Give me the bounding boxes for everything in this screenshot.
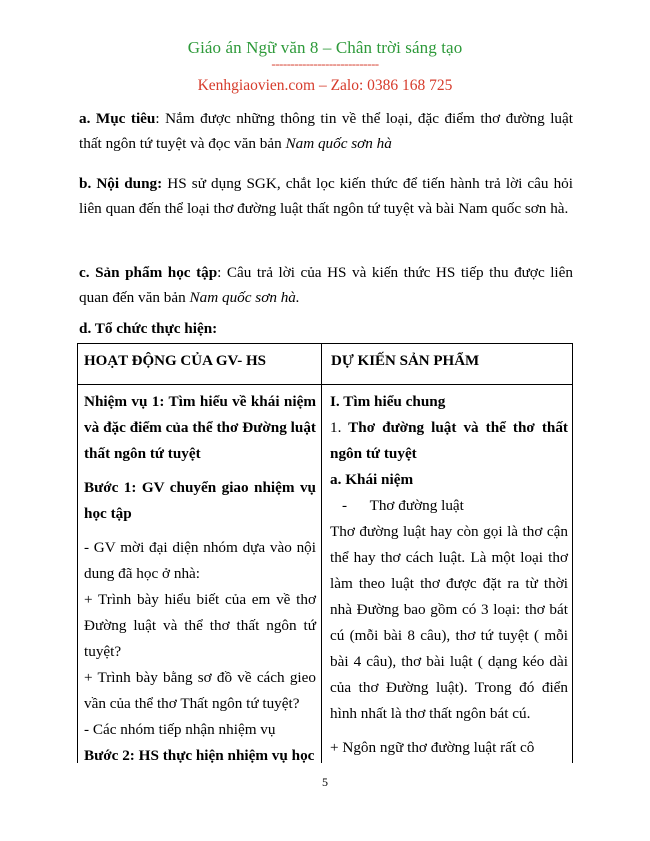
left-line-2: + Trình bày hiểu biết của em về thơ Đường luật và thể thơ thất ngôn tứ tuyệt? bbox=[84, 591, 316, 660]
right-body: Thơ đường luật hay còn gọi là thơ cận thể hay thơ cách luật. Là một loại thơ làm theo luật thơ được đặt ra từ thời nhà Đường bao gồm có 3 loại: thơ bát cú (mỗi bài 8 câu), thơ tứ tuyệt ( mỗi bài 4 câu), thơ bài luật ( dạng kéo dài của thơ Đường luật). Trong đó điển hình nhất là thơ thất ngôn bát cú. bbox=[330, 523, 568, 722]
section-b-label: b. Nội dung: bbox=[79, 175, 163, 192]
activity-table bbox=[77, 343, 573, 763]
right-bullet: - Thơ đường luật bbox=[342, 497, 464, 514]
header-title: Giáo án Ngữ văn 8 – Chân trời sáng tạo bbox=[187, 38, 463, 57]
right-heading-1: I. Tìm hiểu chung bbox=[330, 393, 446, 410]
right-heading-2: Thơ đường luật và thể thơ thất ngôn tứ tuyệt bbox=[330, 419, 568, 462]
section-c-label: c. Sản phẩm học tập bbox=[79, 264, 218, 281]
step-2-title: Bước 2: HS thực hiện nhiệm vụ học bbox=[84, 747, 315, 764]
section-a-italic: Nam quốc sơn hà bbox=[285, 135, 392, 152]
right-last-line: + Ngôn ngữ thơ đường luật rất cô bbox=[330, 739, 535, 756]
table-left-column bbox=[84, 389, 316, 769]
section-a-text: : Nắm được những thông tin về thể loại, đặc điểm thơ đường luật thất ngôn tứ tuyệt và đọc văn bản bbox=[79, 110, 573, 152]
right-heading-2-number: 1. bbox=[330, 419, 342, 436]
section-a-label: a. Mục tiêu bbox=[79, 110, 156, 127]
section-d bbox=[79, 316, 573, 341]
table-header-product: DỰ KIẾN SẢN PHẨM bbox=[331, 353, 480, 369]
step-1-title: Bước 1: GV chuyển giao nhiệm vụ học tập bbox=[84, 479, 316, 522]
page-number: 5 bbox=[322, 775, 328, 789]
section-c-text: : Câu trả lời của HS và kiến thức HS tiếp thu được liên quan đến văn bản bbox=[79, 264, 573, 306]
left-line-1: - GV mời đại diện nhóm dựa vào nội dung đã học ở nhà: bbox=[84, 539, 316, 582]
section-a bbox=[79, 106, 573, 156]
table-right-column bbox=[330, 389, 568, 761]
header-contact: Kenhgiaovien.com – Zalo: 0386 168 725 bbox=[197, 77, 453, 94]
header-rule: ---------------------------- bbox=[271, 56, 379, 71]
table-header-activity: HOẠT ĐỘNG CỦA GV- HS bbox=[84, 353, 266, 369]
section-c bbox=[79, 260, 573, 310]
left-line-3: + Trình bày bằng sơ đồ về cách gieo vần của thể thơ Thất ngôn tứ tuyệt? bbox=[84, 669, 316, 712]
left-line-4: - Các nhóm tiếp nhận nhiệm vụ bbox=[84, 721, 276, 738]
section-b bbox=[79, 171, 573, 221]
section-b-text: HS sử dụng SGK, chắt lọc kiến thức để tiến hành trả lời câu hỏi liên quan đến thể loại thơ đường luật thất ngôn tứ tuyệt và bài Nam quốc sơn hà. bbox=[79, 175, 573, 217]
section-c-italic: Nam quốc sơn hà. bbox=[189, 289, 300, 306]
table-header-divider bbox=[78, 384, 572, 385]
section-d-label: d. Tổ chức thực hiện: bbox=[79, 320, 218, 337]
table-column-divider bbox=[321, 344, 322, 763]
right-heading-3: a. Khái niệm bbox=[330, 471, 414, 488]
task-1-title: Nhiệm vụ 1: Tìm hiểu về khái niệm và đặc điểm của thể thơ Đường luật thất ngôn tứ tuyệt bbox=[84, 393, 316, 462]
